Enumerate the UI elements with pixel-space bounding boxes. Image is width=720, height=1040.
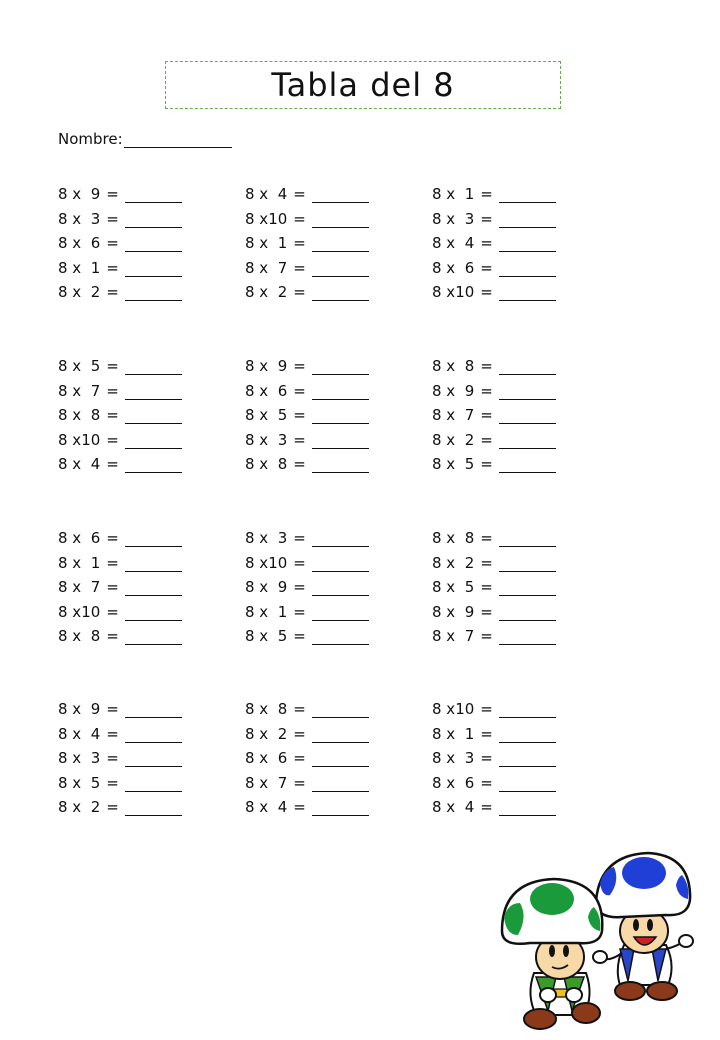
exercise-item [245,798,369,816]
equals-sign: = [293,185,306,203]
exercise-expression: 8 x 5 [58,773,101,792]
name-field [58,130,232,148]
exercise-item [245,725,369,743]
exercise-expression: 8 x 3 [245,430,288,449]
exercise-item [245,382,369,400]
exercise-item [58,725,182,743]
exercise-item [432,431,556,449]
equals-sign: = [106,357,119,375]
equals-sign: = [106,553,119,572]
exercise-item [245,774,369,792]
exercise-item [58,185,182,203]
equals-sign: = [480,627,493,645]
equals-sign: = [480,234,493,252]
name-input-line[interactable] [124,133,232,148]
exercise-item [245,455,369,473]
exercise-item [245,578,369,596]
answer-blank[interactable] [312,606,369,621]
exercise-expression: 8 x10 [432,283,475,301]
exercise-expression: 8 x 7 [245,773,288,792]
equals-sign: = [480,209,493,228]
exercise-item [245,406,369,424]
exercise-expression: 8 x 3 [245,529,288,547]
equals-sign: = [106,185,119,203]
equals-sign: = [106,578,119,596]
exercise-expression: 8 x 5 [432,455,475,473]
exercise-expression: 8 x 6 [245,381,288,400]
exercise-item [432,774,556,792]
equals-sign: = [480,700,493,718]
exercise-expression: 8 x 2 [58,283,101,301]
answer-blank[interactable] [499,434,556,449]
page-title: Tabla del 8 [271,66,455,104]
exercise-expression: 8 x 5 [245,406,288,424]
exercise-expression: 8 x 2 [432,553,475,572]
exercise-item [58,578,182,596]
exercise-item [245,210,369,228]
answer-blank[interactable] [499,360,556,375]
exercise-item [432,357,556,375]
answer-blank[interactable] [499,458,556,473]
answer-blank[interactable] [312,188,369,203]
answer-blank[interactable] [125,213,182,228]
equals-sign: = [293,724,306,743]
equals-sign: = [293,406,306,424]
equals-sign: = [480,283,493,301]
exercise-expression: 8 x 8 [432,357,475,375]
exercise-expression: 8 x 9 [432,602,475,621]
equals-sign: = [106,258,119,277]
answer-blank[interactable] [499,728,556,743]
exercise-item [245,603,369,621]
title-box [165,61,561,109]
exercise-item [245,234,369,252]
answer-blank[interactable] [125,606,182,621]
equals-sign: = [480,406,493,424]
exercise-expression: 8 x 7 [432,406,475,424]
answer-blank[interactable] [125,237,182,252]
answer-blank[interactable] [499,262,556,277]
equals-sign: = [106,406,119,424]
answer-blank[interactable] [499,581,556,596]
exercise-expression: 8 x 9 [58,700,101,718]
exercise-expression: 8 x 6 [58,529,101,547]
equals-sign: = [480,381,493,400]
exercise-expression: 8 x 5 [58,357,101,375]
exercise-expression: 8 x 7 [58,578,101,596]
answer-blank[interactable] [125,262,182,277]
answer-blank[interactable] [125,557,182,572]
equals-sign: = [106,602,119,621]
equals-sign: = [106,627,119,645]
exercise-expression: 8 x 1 [245,602,288,621]
answer-blank[interactable] [312,286,369,301]
equals-sign: = [106,798,119,816]
equals-sign: = [480,798,493,816]
answer-blank[interactable] [499,237,556,252]
equals-sign: = [293,553,306,572]
exercise-expression: 8 x 3 [58,749,101,767]
exercise-expression: 8 x 1 [245,234,288,252]
answer-blank[interactable] [125,434,182,449]
name-label: Nombre: [58,130,123,148]
exercise-expression: 8 x 9 [245,578,288,596]
exercise-item [432,749,556,767]
answer-blank[interactable] [499,385,556,400]
exercise-item [245,700,369,718]
answer-blank[interactable] [312,434,369,449]
equals-sign: = [106,283,119,301]
exercise-expression: 8 x 7 [432,627,475,645]
equals-sign: = [293,209,306,228]
equals-sign: = [480,455,493,473]
equals-sign: = [480,430,493,449]
answer-blank[interactable] [499,801,556,816]
equals-sign: = [293,627,306,645]
exercise-item [58,406,182,424]
exercise-item [245,259,369,277]
equals-sign: = [480,724,493,743]
exercise-expression: 8 x 3 [432,209,475,228]
exercise-expression: 8 x 2 [245,283,288,301]
equals-sign: = [480,602,493,621]
exercise-item [58,455,182,473]
exercise-expression: 8 x 5 [245,627,288,645]
answer-blank[interactable] [125,409,182,424]
answer-blank[interactable] [312,557,369,572]
answer-blank[interactable] [312,409,369,424]
exercise-item [245,283,369,301]
answer-blank[interactable] [312,630,369,645]
exercise-expression: 8 x 8 [58,627,101,645]
answer-blank[interactable] [312,360,369,375]
answer-blank[interactable] [312,752,369,767]
answer-blank[interactable] [312,237,369,252]
exercise-item [432,603,556,621]
answer-blank[interactable] [125,360,182,375]
answer-blank[interactable] [312,262,369,277]
exercise-expression: 8 x 4 [432,234,475,252]
exercise-item [432,259,556,277]
exercise-item [58,627,182,645]
exercise-item [58,431,182,449]
equals-sign: = [293,529,306,547]
exercise-item [432,554,556,572]
answer-blank[interactable] [125,801,182,816]
answer-blank[interactable] [125,703,182,718]
exercise-item [58,529,182,547]
equals-sign: = [480,185,493,203]
equals-sign: = [293,357,306,375]
exercise-item [58,798,182,816]
answer-blank[interactable] [499,532,556,547]
exercise-item [58,210,182,228]
answer-blank[interactable] [125,752,182,767]
equals-sign: = [106,455,119,473]
equals-sign: = [480,357,493,375]
exercise-expression: 8 x 8 [58,406,101,424]
equals-sign: = [480,529,493,547]
answer-blank[interactable] [499,213,556,228]
answer-blank[interactable] [499,606,556,621]
equals-sign: = [293,700,306,718]
equals-sign: = [293,430,306,449]
answer-blank[interactable] [499,630,556,645]
answer-blank[interactable] [312,385,369,400]
answer-blank[interactable] [312,703,369,718]
answer-blank[interactable] [125,286,182,301]
exercise-expression: 8 x 1 [432,185,475,203]
exercise-item [432,700,556,718]
exercise-expression: 8 x 7 [58,381,101,400]
exercise-item [432,210,556,228]
exercise-item [432,529,556,547]
exercise-item [432,725,556,743]
exercise-item [432,455,556,473]
exercise-expression: 8 x 3 [432,749,475,767]
exercise-expression: 8 x 4 [432,798,475,816]
exercise-expression: 8 x 1 [58,258,101,277]
exercise-expression: 8 x 9 [58,185,101,203]
equals-sign: = [293,455,306,473]
exercise-item [58,259,182,277]
equals-sign: = [106,773,119,792]
exercise-expression: 8 x 2 [245,724,288,743]
exercise-expression: 8 x 8 [245,700,288,718]
equals-sign: = [106,724,119,743]
equals-sign: = [293,258,306,277]
answer-blank[interactable] [312,532,369,547]
answer-blank[interactable] [125,532,182,547]
exercise-expression: 8 x 8 [245,455,288,473]
exercise-item [432,578,556,596]
answer-blank[interactable] [499,188,556,203]
exercise-item [432,627,556,645]
exercise-item [58,382,182,400]
answer-blank[interactable] [125,385,182,400]
exercise-expression: 8 x 8 [432,529,475,547]
answer-blank[interactable] [499,286,556,301]
equals-sign: = [480,258,493,277]
exercise-expression: 8 x 6 [58,234,101,252]
answer-blank[interactable] [125,630,182,645]
exercise-item [245,627,369,645]
equals-sign: = [480,578,493,596]
equals-sign: = [106,209,119,228]
equals-sign: = [293,381,306,400]
answer-blank[interactable] [499,557,556,572]
toad-characters-illustration [496,845,696,1035]
exercise-expression: 8 x 6 [432,773,475,792]
exercise-expression: 8 x 6 [432,258,475,277]
exercise-item [245,529,369,547]
answer-blank[interactable] [312,581,369,596]
exercise-expression: 8 x 4 [245,798,288,816]
exercise-item [245,431,369,449]
exercise-expression: 8 x 3 [58,209,101,228]
exercise-expression: 8 x10 [58,430,101,449]
equals-sign: = [106,529,119,547]
answer-blank[interactable] [312,777,369,792]
exercise-expression: 8 x 9 [245,357,288,375]
equals-sign: = [293,602,306,621]
exercise-item [432,798,556,816]
exercise-item [58,749,182,767]
answer-blank[interactable] [125,777,182,792]
answer-blank[interactable] [312,458,369,473]
exercise-item [58,554,182,572]
equals-sign: = [480,773,493,792]
answer-blank[interactable] [125,728,182,743]
exercise-expression: 8 x 1 [432,724,475,743]
exercise-item [432,382,556,400]
exercise-expression: 8 x10 [245,553,288,572]
exercise-expression: 8 x 7 [245,258,288,277]
exercise-expression: 8 x 2 [432,430,475,449]
exercise-expression: 8 x 4 [245,185,288,203]
exercise-item [432,185,556,203]
answer-blank[interactable] [125,458,182,473]
exercise-expression: 8 x 4 [58,455,101,473]
exercise-expression: 8 x10 [432,700,475,718]
exercise-expression: 8 x 2 [58,798,101,816]
exercise-expression: 8 x 5 [432,578,475,596]
exercise-item [245,357,369,375]
answer-blank[interactable] [312,213,369,228]
exercise-item [245,749,369,767]
equals-sign: = [480,553,493,572]
answer-blank[interactable] [125,581,182,596]
exercise-expression: 8 x10 [58,602,101,621]
answer-blank[interactable] [499,409,556,424]
equals-sign: = [106,749,119,767]
equals-sign: = [293,798,306,816]
exercise-expression: 8 x 9 [432,381,475,400]
exercise-item [432,406,556,424]
equals-sign: = [480,749,493,767]
exercise-item [58,774,182,792]
equals-sign: = [106,700,119,718]
green-toad [502,879,602,1029]
answer-blank[interactable] [312,728,369,743]
equals-sign: = [106,234,119,252]
exercise-item [58,234,182,252]
exercise-expression: 8 x 4 [58,724,101,743]
exercise-expression: 8 x 6 [245,749,288,767]
exercise-item [58,283,182,301]
equals-sign: = [106,430,119,449]
answer-blank[interactable] [125,188,182,203]
answer-blank[interactable] [499,752,556,767]
answer-blank[interactable] [499,777,556,792]
equals-sign: = [293,578,306,596]
exercise-item [245,554,369,572]
exercise-item [58,700,182,718]
exercise-expression: 8 x 1 [58,553,101,572]
answer-blank[interactable] [312,801,369,816]
exercise-item [245,185,369,203]
blue-toad [593,853,693,1000]
equals-sign: = [293,773,306,792]
exercise-item [58,357,182,375]
exercise-expression: 8 x10 [245,209,288,228]
equals-sign: = [106,381,119,400]
exercise-item [432,234,556,252]
equals-sign: = [293,749,306,767]
answer-blank[interactable] [499,703,556,718]
equals-sign: = [293,283,306,301]
equals-sign: = [293,234,306,252]
exercise-item [58,603,182,621]
exercise-item [432,283,556,301]
